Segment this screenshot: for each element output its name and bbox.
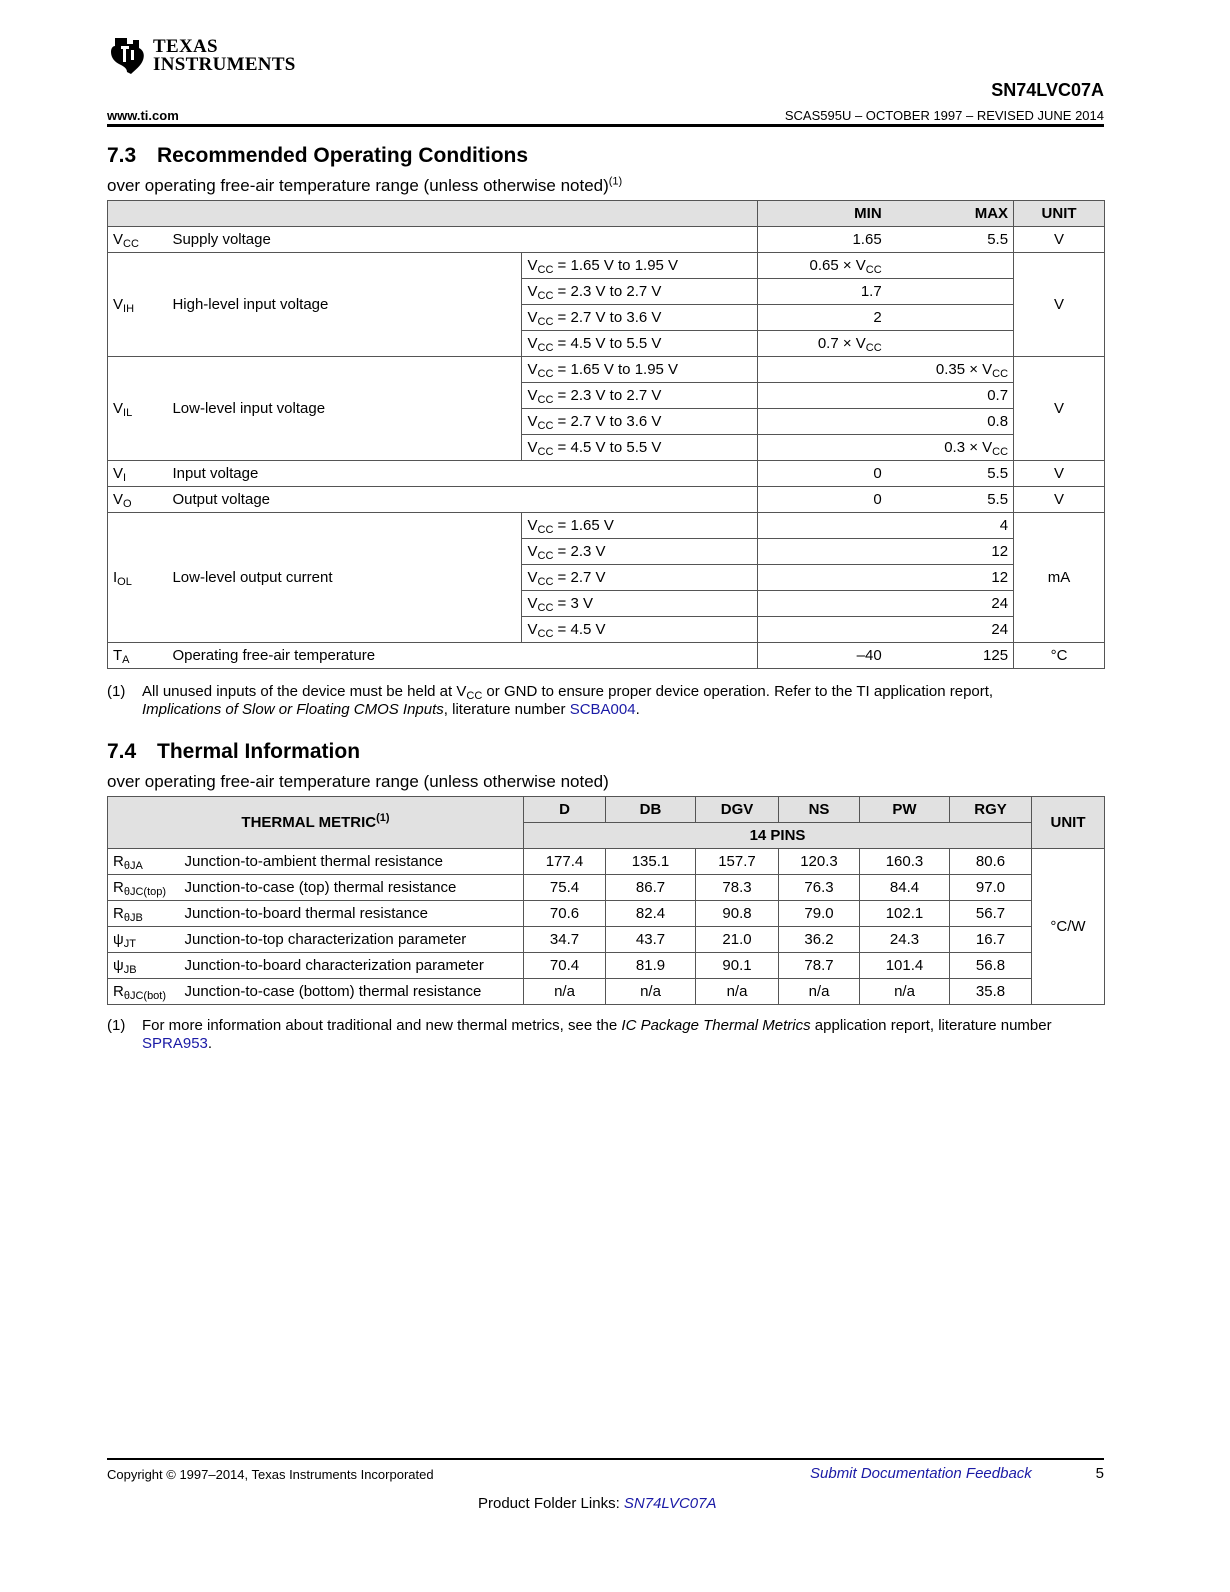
min-value <box>758 565 886 591</box>
min-value: $0.7 \times V_{CC}$ <box>758 331 886 357</box>
footnote-key: (1) <box>107 1017 126 1034</box>
unit-value: mA <box>1014 513 1105 643</box>
metric-value: 78.7 <box>779 953 860 979</box>
metric-value: 36.2 <box>779 927 860 953</box>
thermal-header-row <box>108 797 1105 823</box>
package-header: DB <box>606 797 696 823</box>
package-header: RGY <box>950 797 1032 823</box>
metric-value: n/a <box>606 979 696 1005</box>
unit-header: UNIT <box>1014 201 1105 227</box>
max-value: 0.8 <box>886 409 1014 435</box>
thermal-footnote <box>107 1017 1087 1053</box>
metric-value: 82.4 <box>606 901 696 927</box>
metric-value: 70.6 <box>524 901 606 927</box>
thermal-metric-header: THERMAL METRIC$^{(1)}$ <box>108 797 524 849</box>
package-header: PW <box>860 797 950 823</box>
metric-value: 177.4 <box>524 849 606 875</box>
thermal-condition: over operating free-air temperature range (unless otherwise noted) <box>107 772 609 791</box>
header-rule <box>107 124 1104 127</box>
section-7-3-heading <box>107 144 528 168</box>
table-row <box>108 927 1105 953</box>
scba004-link[interactable]: SCBA004 <box>569 701 636 718</box>
copyright: Copyright © 1997–2014, Texas Instruments Incorporated <box>107 1467 434 1482</box>
footnote-text: For more information about traditional and new thermal metrics, see the IC Package Thermal Metrics application report, literature number SPRA953. <box>142 1017 1052 1052</box>
test-condition: $V_{CC} = 2.7$ V <box>522 565 758 591</box>
metric-symbol: $R_{\theta JC(bot)}$ <box>108 979 180 1005</box>
test-condition: $V_{CC} = 1.65$ V <box>522 513 758 539</box>
max-value: 24 <box>886 591 1014 617</box>
param-symbol: $V_{IH}$ <box>108 253 168 357</box>
test-condition: $V_{CC} = 4.5$ V <box>522 617 758 643</box>
max-header: MAX <box>886 201 1014 227</box>
max-value <box>886 331 1014 357</box>
metric-value: 160.3 <box>860 849 950 875</box>
metric-value: 70.4 <box>524 953 606 979</box>
table-row <box>108 953 1105 979</box>
metric-value: 135.1 <box>606 849 696 875</box>
metric-value: 56.7 <box>950 901 1032 927</box>
unit-value: V <box>1014 253 1105 357</box>
revision-info: SCAS595U – OCTOBER 1997 – REVISED JUNE 2014 <box>784 108 1104 123</box>
metric-value: 79.0 <box>779 901 860 927</box>
site-link[interactable]: www.ti.com <box>107 108 179 123</box>
max-value: $0.35 \times V_{CC}$ <box>886 357 1014 383</box>
unit-value: V <box>1014 487 1105 513</box>
footnote-text: All unused inputs of the device must be held at $V_{CC}$ or GND to ensure proper device operation. Refer to the TI application report, Implications of Slow or Floating CMOS Inputs, literature number SCBA004. <box>142 683 994 718</box>
param-desc: Low-level input voltage <box>167 357 522 461</box>
max-value: 12 <box>886 565 1014 591</box>
min-value <box>758 591 886 617</box>
metric-value: 75.4 <box>524 875 606 901</box>
roc-header-blank <box>108 201 758 227</box>
metric-desc: Junction-to-case (bottom) thermal resistance <box>180 979 524 1005</box>
metric-value: 90.8 <box>696 901 779 927</box>
param-desc: Supply voltage <box>167 227 757 253</box>
test-condition: $V_{CC} = 4.5$ V to 5.5 V <box>522 435 758 461</box>
min-value: 1.7 <box>758 279 886 305</box>
submit-feedback-link[interactable]: Submit Documentation Feedback <box>810 1465 1032 1482</box>
roc-condition <box>107 176 622 196</box>
roc-header-row <box>108 201 1105 227</box>
footnote-key: (1) <box>107 683 126 700</box>
roc-footnote <box>107 683 1087 719</box>
metric-value: 84.4 <box>860 875 950 901</box>
unit-value: °C <box>1014 643 1105 669</box>
metric-value: 81.9 <box>606 953 696 979</box>
param-desc: Operating free-air temperature <box>167 643 757 669</box>
footer-rule <box>107 1458 1104 1460</box>
table-row <box>108 643 1105 669</box>
max-value: 4 <box>886 513 1014 539</box>
section-title: Recommended Operating Conditions <box>157 144 529 167</box>
metric-value: n/a <box>696 979 779 1005</box>
table-row <box>108 253 1105 279</box>
metric-value: 35.8 <box>950 979 1032 1005</box>
table-row <box>108 901 1105 927</box>
max-value: 5.5 <box>886 487 1014 513</box>
min-value <box>758 383 886 409</box>
min-value: 2 <box>758 305 886 331</box>
max-value <box>886 279 1014 305</box>
metric-value: 97.0 <box>950 875 1032 901</box>
min-value <box>758 357 886 383</box>
table-row <box>108 513 1105 539</box>
max-value: 0.7 <box>886 383 1014 409</box>
metric-value: 76.3 <box>779 875 860 901</box>
table-row <box>108 227 1105 253</box>
metric-symbol: $\psi_{JB}$ <box>108 953 180 979</box>
metric-value: 16.7 <box>950 927 1032 953</box>
metric-desc: Junction-to-board characterization parameter <box>180 953 524 979</box>
section-number: 7.4 <box>107 740 137 763</box>
min-value <box>758 539 886 565</box>
ti-logo-icon <box>107 36 147 76</box>
table-row <box>108 461 1105 487</box>
metric-symbol: $\psi_{JT}$ <box>108 927 180 953</box>
section-7-4-heading <box>107 740 360 764</box>
min-value: 1.65 <box>758 227 886 253</box>
metric-symbol: $R_{\theta JC(top)}$ <box>108 875 180 901</box>
max-value <box>886 305 1014 331</box>
test-condition: $V_{CC} = 2.7$ V to 3.6 V <box>522 409 758 435</box>
min-value <box>758 513 886 539</box>
min-value: 0 <box>758 487 886 513</box>
param-desc: High-level input voltage <box>167 253 522 357</box>
param-desc: Low-level output current <box>167 513 522 643</box>
metric-value: 34.7 <box>524 927 606 953</box>
thermal-table <box>107 796 1105 1005</box>
metric-value: n/a <box>524 979 606 1005</box>
metric-value: 90.1 <box>696 953 779 979</box>
table-row <box>108 979 1105 1005</box>
min-value: –40 <box>758 643 886 669</box>
metric-value: 24.3 <box>860 927 950 953</box>
max-value <box>886 253 1014 279</box>
table-row <box>108 357 1105 383</box>
metric-symbol: $R_{\theta JB}$ <box>108 901 180 927</box>
metric-symbol: $R_{\theta JA}$ <box>108 849 180 875</box>
test-condition: $V_{CC} = 2.7$ V to 3.6 V <box>522 305 758 331</box>
roc-condition-text: over operating free-air temperature range (unless otherwise noted) <box>107 176 609 195</box>
max-value: 5.5 <box>886 461 1014 487</box>
table-row <box>108 875 1105 901</box>
package-header: NS <box>779 797 860 823</box>
param-desc: Output voltage <box>167 487 757 513</box>
spra953-link[interactable]: SPRA953 <box>142 1035 208 1052</box>
roc-table <box>107 200 1105 669</box>
max-value: 24 <box>886 617 1014 643</box>
roc-footnote-ref[interactable]: (1) <box>608 175 623 188</box>
metric-value: 120.3 <box>779 849 860 875</box>
param-symbol: $V_{IL}$ <box>108 357 168 461</box>
max-value: 5.5 <box>886 227 1014 253</box>
metric-value: 78.3 <box>696 875 779 901</box>
test-condition: $V_{CC} = 2.3$ V to 2.7 V <box>522 279 758 305</box>
package-header: DGV <box>696 797 779 823</box>
metric-desc: Junction-to-ambient thermal resistance <box>180 849 524 875</box>
param-symbol: $T_A$ <box>108 643 168 669</box>
min-value: 0 <box>758 461 886 487</box>
logo-line1: TEXAS <box>153 36 218 57</box>
max-value: $0.3 \times V_{CC}$ <box>886 435 1014 461</box>
min-value <box>758 409 886 435</box>
max-value: 125 <box>886 643 1014 669</box>
min-value: $0.65 \times V_{CC}$ <box>758 253 886 279</box>
thermal-footnote-ref[interactable]: (1) <box>376 812 390 824</box>
test-condition: $V_{CC} = 1.65$ V to 1.95 V <box>522 253 758 279</box>
metric-value: 101.4 <box>860 953 950 979</box>
section-number: 7.3 <box>107 144 137 167</box>
product-folder-link[interactable]: SN74LVC07A <box>623 1495 717 1512</box>
unit-value: V <box>1014 227 1105 253</box>
doc-id: SN74LVC07A <box>991 80 1104 100</box>
test-condition: $V_{CC} = 3$ V <box>522 591 758 617</box>
test-condition: $V_{CC} = 1.65$ V to 1.95 V <box>522 357 758 383</box>
folder-label: Product Folder Links: <box>478 1495 624 1512</box>
min-value <box>758 617 886 643</box>
ti-logo <box>107 36 296 76</box>
page-number: 5 <box>1095 1465 1104 1482</box>
metric-desc: Junction-to-case (top) thermal resistance <box>180 875 524 901</box>
table-row <box>108 487 1105 513</box>
metric-value: 56.8 <box>950 953 1032 979</box>
thermal-unit-header: UNIT <box>1032 797 1105 849</box>
metric-value: 86.7 <box>606 875 696 901</box>
unit-value: V <box>1014 461 1105 487</box>
metric-value: 157.7 <box>696 849 779 875</box>
package-header: D <box>524 797 606 823</box>
param-desc: Input voltage <box>167 461 757 487</box>
param-symbol: $V_{CC}$ <box>108 227 168 253</box>
metric-value: 102.1 <box>860 901 950 927</box>
param-symbol: $I_{OL}$ <box>108 513 168 643</box>
metric-value: 43.7 <box>606 927 696 953</box>
thermal-unit: °C/W <box>1032 849 1105 1005</box>
test-condition: $V_{CC} = 2.3$ V <box>522 539 758 565</box>
metric-value: 21.0 <box>696 927 779 953</box>
product-folder-links <box>478 1495 716 1512</box>
logo-line2: INSTRUMENTS <box>153 54 296 75</box>
section-title: Thermal Information <box>157 740 361 763</box>
param-symbol: $V_I$ <box>108 461 168 487</box>
param-symbol: $V_O$ <box>108 487 168 513</box>
min-value <box>758 435 886 461</box>
max-value: 12 <box>886 539 1014 565</box>
metric-value: n/a <box>779 979 860 1005</box>
test-condition: $V_{CC} = 2.3$ V to 2.7 V <box>522 383 758 409</box>
test-condition: $V_{CC} = 4.5$ V to 5.5 V <box>522 331 758 357</box>
metric-desc: Junction-to-top characterization parameter <box>180 927 524 953</box>
unit-value: V <box>1014 357 1105 461</box>
min-header: MIN <box>758 201 886 227</box>
table-row <box>108 849 1105 875</box>
pins-header: 14 PINS <box>524 823 1032 849</box>
metric-desc: Junction-to-board thermal resistance <box>180 901 524 927</box>
metric-value: n/a <box>860 979 950 1005</box>
metric-value: 80.6 <box>950 849 1032 875</box>
